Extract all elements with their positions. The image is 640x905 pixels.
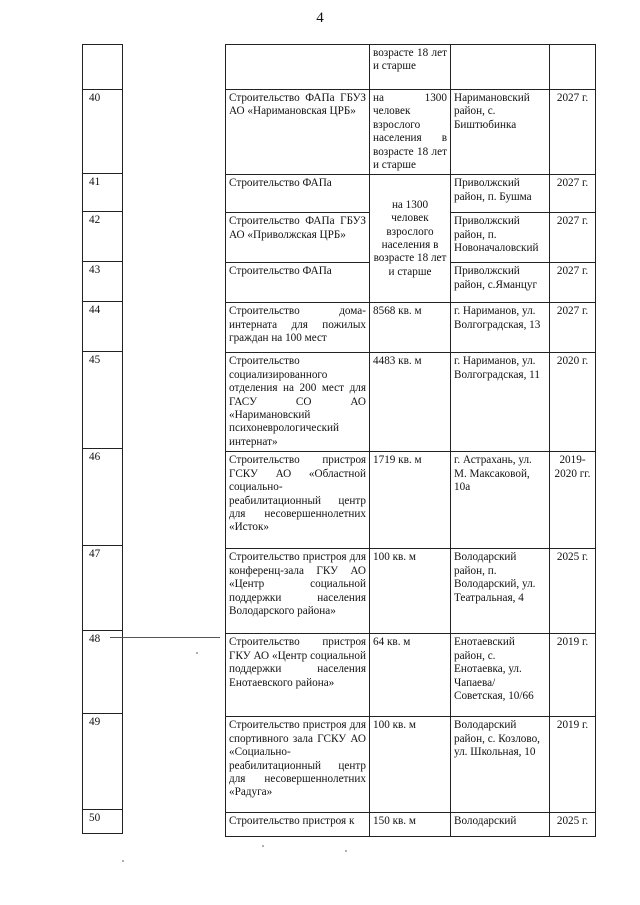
object-name: Строительство ФАПа ГБУЗ АО «Приволжская ЦРБ»: [226, 213, 370, 263]
table-row: [226, 549, 596, 634]
capacity: на 1300 человек взрослого населения в возрасте 18 лет и старше: [370, 175, 451, 303]
object-name: Строительство дома-интерната для пожилых граждан на 100 мест: [226, 303, 370, 353]
row-number: 44: [83, 302, 123, 352]
address: Енотаевский район, с. Енотаевка, ул. Чапаева/Советская, 10/66: [451, 634, 550, 717]
row-number: 48: [83, 631, 123, 714]
table-row: [226, 634, 596, 717]
year: 2027 г.: [550, 175, 596, 213]
year: 2027 г.: [550, 303, 596, 353]
row-number: 49: [83, 714, 123, 810]
address: Приволжский район, п. Бушма: [451, 175, 550, 213]
year: 2027 г.: [550, 263, 596, 303]
row-number: 50: [83, 810, 123, 834]
table-row: [226, 90, 596, 175]
scan-speck: [262, 845, 264, 847]
capacity: 64 кв. м: [370, 634, 451, 717]
year: 2020 г.: [550, 353, 596, 452]
row-number: 42: [83, 212, 123, 262]
object-name: Строительство ФАПа ГБУЗ АО «Наримановская ЦРБ»: [226, 90, 370, 175]
capacity: 4483 кв. м: [370, 353, 451, 452]
year: [550, 45, 596, 90]
capacity: 150 кв. м: [370, 813, 451, 837]
row-number: 47: [83, 546, 123, 631]
year: 2025 г.: [550, 813, 596, 837]
row-number: 46: [83, 449, 123, 546]
table-row: [226, 175, 596, 213]
address: Володарский: [451, 813, 550, 837]
capacity: 100 кв. м: [370, 717, 451, 813]
row-number: [83, 45, 123, 90]
capacity: 1719 кв. м: [370, 452, 451, 549]
table-row: [226, 813, 596, 837]
object-name: Строительство пристроя для спортивного зала ГСКУ АО «Социально-реабилитационный центр для несовершеннолетних «Радуга»: [226, 717, 370, 813]
year: 2027 г.: [550, 90, 596, 175]
year: 2025 г.: [550, 549, 596, 634]
scan-speck: [122, 860, 124, 862]
table-row: [226, 303, 596, 353]
page-number: 4: [316, 10, 324, 26]
table-row: [226, 717, 596, 813]
row-number: 40: [83, 90, 123, 174]
scan-speck: [345, 850, 347, 852]
row-number: 41: [83, 174, 123, 212]
address: Наримановский район, с. Биштюбинка: [451, 90, 550, 175]
object-name: Строительство ФАПа: [226, 263, 370, 303]
row-number: 45: [83, 352, 123, 449]
row-number: 43: [83, 262, 123, 302]
object-name: [226, 45, 370, 90]
address: г. Астрахань, ул. М. Максаковой, 10а: [451, 452, 550, 549]
year: 2019 г.: [550, 717, 596, 813]
table-row: [226, 353, 596, 452]
object-name: Строительство пристроя для конференц-зала ГКУ АО «Центр социальной поддержки населения Володарского района»: [226, 549, 370, 634]
object-name: Строительство пристроя к: [226, 813, 370, 837]
address: Приволжский район, п. Новоначаловский: [451, 213, 550, 263]
capacity: возрасте 18 лет и старше: [370, 45, 451, 90]
table-row: [226, 45, 596, 90]
object-name: Строительство ФАПа: [226, 175, 370, 213]
year: 2019-2020 гг.: [550, 452, 596, 549]
scan-artifact-line: [110, 637, 220, 638]
table-row: [226, 452, 596, 549]
address: [451, 45, 550, 90]
object-name: Строительство пристроя ГКУ АО «Центр социальной поддержки населения Енотаевского района»: [226, 634, 370, 717]
object-name: Строительство социализированного отделения на 200 мест для ГАСУ СО АО «Наримановский психоневрологический интернат»: [226, 353, 370, 452]
row-number-column: [82, 44, 123, 834]
year: 2019 г.: [550, 634, 596, 717]
year: 2027 г.: [550, 213, 596, 263]
construction-table: [225, 44, 596, 837]
capacity: 100 кв. м: [370, 549, 451, 634]
address: Володарский район, с. Козлово, ул. Школьная, 10: [451, 717, 550, 813]
capacity: на 1300 человек взрослого населения в возрасте 18 лет и старше: [370, 90, 451, 175]
capacity: 8568 кв. м: [370, 303, 451, 353]
address: г. Нариманов, ул. Волгоградская, 13: [451, 303, 550, 353]
object-name: Строительство пристроя ГСКУ АО «Областной социально-реабилитационный центр для несовершеннолетних «Исток»: [226, 452, 370, 549]
address: г. Нариманов, ул. Волгоградская, 11: [451, 353, 550, 452]
scan-speck: [196, 652, 198, 654]
address: Приволжский район, с.Яманцуг: [451, 263, 550, 303]
address: Володарский район, п. Володарский, ул. Театральная, 4: [451, 549, 550, 634]
